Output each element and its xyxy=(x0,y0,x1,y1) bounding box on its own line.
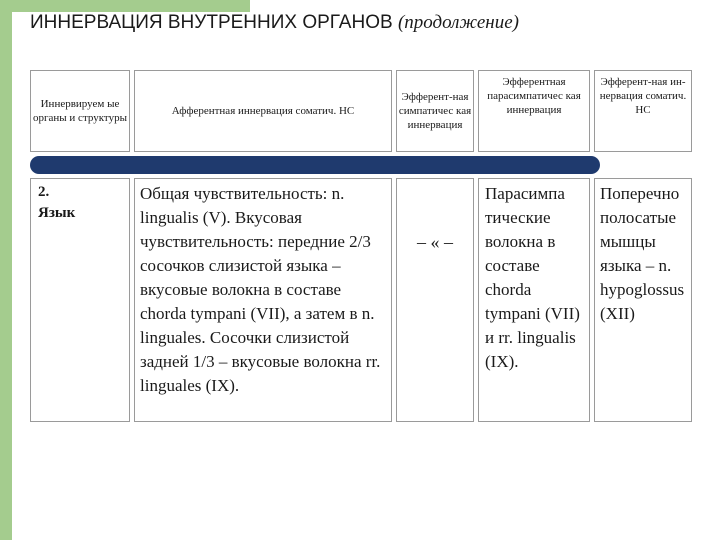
header-somatic: Эфферент-ная ин-нервация соматич. НС xyxy=(599,76,687,116)
title-main: ИННЕРВАЦИЯ ВНУТРЕННИХ ОРГАНОВ xyxy=(30,12,393,33)
row-cell-border-3 xyxy=(396,178,474,422)
slide-title xyxy=(30,12,519,34)
row-afferent-text: Общая чувствительность: n. lingualis (V). Вкусовая чувствительность: передние 2/3 сосочков слизистой языка – вкусовые волокна в составе chorda tympani (VII), а затем в n. linguales. Сосочки слизистой задней 1/3 – вкусовые волокна rr. linguales (IX). xyxy=(140,184,381,395)
header-parasympathetic: Эфферентная парасимпатичес кая иннервация xyxy=(487,76,581,116)
row-sympathetic-dash: – « – xyxy=(417,232,453,252)
row-somatic-text: Поперечно полосатые мышцы языка – n. hypoglossus (XII) xyxy=(600,184,685,323)
header-afferent: Афферентная иннервация соматич. НС xyxy=(171,105,355,117)
header-sympathetic: Эфферент-ная симпатичес кая иннервация xyxy=(398,91,472,131)
row-number: 2. xyxy=(38,184,50,200)
row-organ-name: Язык xyxy=(38,205,76,221)
row-label xyxy=(38,182,126,224)
title-subtitle: (продолжение) xyxy=(397,12,519,33)
slide-number: 17 xyxy=(14,500,39,525)
header-organs: Иннервируем ые органы и структуры xyxy=(33,98,127,124)
header-divider xyxy=(30,156,600,174)
row-parasympathetic-text: Парасимпа тические волокна в составе chorda tympani (VII) и rr. lingualis (IX). xyxy=(485,184,580,371)
